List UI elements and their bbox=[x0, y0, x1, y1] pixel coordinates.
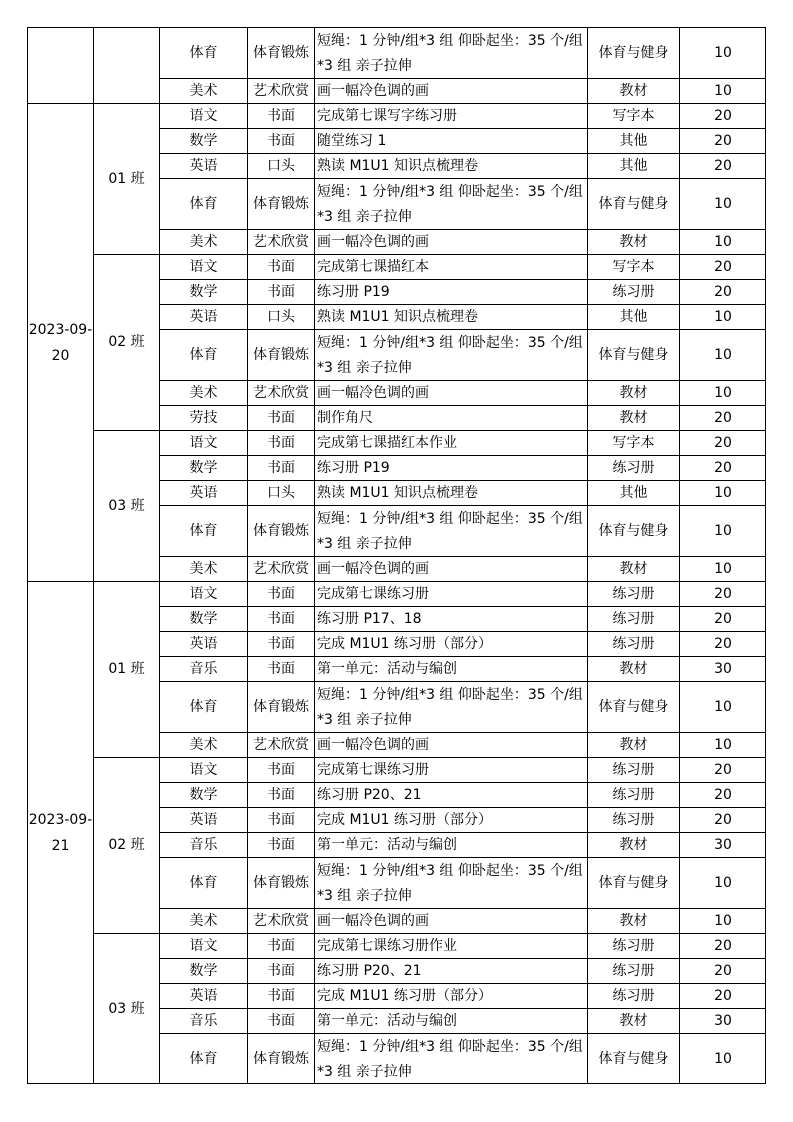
homework-type-cell: 书面 bbox=[247, 807, 314, 832]
minutes-cell: 20 bbox=[679, 958, 766, 983]
minutes-cell: 20 bbox=[679, 807, 766, 832]
class-cell: 01 班 bbox=[93, 103, 159, 254]
material-cell: 练习册 bbox=[587, 782, 679, 807]
content-cell: 画一幅冷色调的画 bbox=[314, 556, 587, 581]
material-cell: 其他 bbox=[587, 128, 679, 153]
content-cell: 练习册 P17、18 bbox=[314, 606, 587, 631]
subject-cell: 体育 bbox=[159, 27, 247, 78]
material-cell: 体育与健身 bbox=[587, 27, 679, 78]
homework-table bbox=[27, 27, 766, 1084]
minutes-cell: 20 bbox=[679, 606, 766, 631]
homework-type-cell: 书面 bbox=[247, 958, 314, 983]
subject-cell: 体育 bbox=[159, 505, 247, 556]
material-cell: 教材 bbox=[587, 380, 679, 405]
subject-cell: 数学 bbox=[159, 782, 247, 807]
material-cell: 练习册 bbox=[587, 279, 679, 304]
subject-cell: 音乐 bbox=[159, 1008, 247, 1033]
material-cell: 教材 bbox=[587, 1008, 679, 1033]
homework-type-cell: 口头 bbox=[247, 304, 314, 329]
homework-type-cell: 艺术欣赏 bbox=[247, 380, 314, 405]
material-cell: 体育与健身 bbox=[587, 329, 679, 380]
subject-cell: 体育 bbox=[159, 329, 247, 380]
subject-cell: 劳技 bbox=[159, 405, 247, 430]
subject-cell: 体育 bbox=[159, 1033, 247, 1084]
content-cell: 短绳：1 分钟/组*3 组 仰卧起坐：35 个/组*3 组 亲子拉伸 bbox=[314, 329, 587, 380]
minutes-cell: 20 bbox=[679, 933, 766, 958]
content-cell: 短绳：1 分钟/组*3 组 仰卧起坐：35 个/组*3 组 亲子拉伸 bbox=[314, 27, 587, 78]
material-cell: 教材 bbox=[587, 656, 679, 681]
subject-cell: 数学 bbox=[159, 279, 247, 304]
subject-cell: 英语 bbox=[159, 983, 247, 1008]
minutes-cell: 10 bbox=[679, 1033, 766, 1084]
material-cell: 练习册 bbox=[587, 933, 679, 958]
subject-cell: 音乐 bbox=[159, 832, 247, 857]
minutes-cell: 20 bbox=[679, 581, 766, 606]
subject-cell: 美术 bbox=[159, 78, 247, 103]
homework-type-cell: 口头 bbox=[247, 153, 314, 178]
minutes-cell: 20 bbox=[679, 103, 766, 128]
homework-type-cell: 体育锻炼 bbox=[247, 505, 314, 556]
minutes-cell: 30 bbox=[679, 1008, 766, 1033]
homework-type-cell: 书面 bbox=[247, 128, 314, 153]
content-cell: 完成第七课练习册 bbox=[314, 757, 587, 782]
material-cell: 练习册 bbox=[587, 757, 679, 782]
material-cell: 体育与健身 bbox=[587, 1033, 679, 1084]
minutes-cell: 20 bbox=[679, 782, 766, 807]
subject-cell: 数学 bbox=[159, 455, 247, 480]
homework-type-cell: 体育锻炼 bbox=[247, 178, 314, 229]
material-cell: 教材 bbox=[587, 556, 679, 581]
subject-cell: 体育 bbox=[159, 178, 247, 229]
material-cell: 其他 bbox=[587, 304, 679, 329]
subject-cell: 美术 bbox=[159, 556, 247, 581]
homework-type-cell: 书面 bbox=[247, 254, 314, 279]
homework-type-cell: 书面 bbox=[247, 656, 314, 681]
date-text-part: 21 bbox=[51, 838, 70, 854]
homework-type-cell: 书面 bbox=[247, 832, 314, 857]
date-cell bbox=[27, 27, 93, 103]
minutes-cell: 10 bbox=[679, 908, 766, 933]
content-cell: 短绳：1 分钟/组*3 组 仰卧起坐：35 个/组*3 组 亲子拉伸 bbox=[314, 681, 587, 732]
subject-cell: 数学 bbox=[159, 606, 247, 631]
material-cell: 教材 bbox=[587, 78, 679, 103]
homework-type-cell: 艺术欣赏 bbox=[247, 732, 314, 757]
minutes-cell: 30 bbox=[679, 656, 766, 681]
content-cell: 画一幅冷色调的画 bbox=[314, 78, 587, 103]
material-cell: 练习册 bbox=[587, 958, 679, 983]
homework-type-cell: 书面 bbox=[247, 279, 314, 304]
subject-cell: 语文 bbox=[159, 430, 247, 455]
minutes-cell: 20 bbox=[679, 254, 766, 279]
homework-type-cell: 体育锻炼 bbox=[247, 857, 314, 908]
homework-type-cell: 书面 bbox=[247, 983, 314, 1008]
content-cell: 短绳：1 分钟/组*3 组 仰卧起坐：35 个/组*3 组 亲子拉伸 bbox=[314, 1033, 587, 1084]
content-cell: 完成第七课练习册 bbox=[314, 581, 587, 606]
class-cell: 03 班 bbox=[93, 430, 159, 581]
minutes-cell: 20 bbox=[679, 983, 766, 1008]
homework-type-cell: 艺术欣赏 bbox=[247, 78, 314, 103]
content-cell: 练习册 P20、21 bbox=[314, 782, 587, 807]
material-cell: 体育与健身 bbox=[587, 857, 679, 908]
date-text-part: 2023-09- bbox=[28, 812, 93, 828]
subject-cell: 英语 bbox=[159, 304, 247, 329]
material-cell: 体育与健身 bbox=[587, 178, 679, 229]
subject-cell: 数学 bbox=[159, 958, 247, 983]
material-cell: 写字本 bbox=[587, 254, 679, 279]
content-cell: 第一单元：活动与编创 bbox=[314, 1008, 587, 1033]
subject-cell: 语文 bbox=[159, 103, 247, 128]
content-cell: 制作角尺 bbox=[314, 405, 587, 430]
minutes-cell: 10 bbox=[679, 229, 766, 254]
content-cell: 完成第七课写字练习册 bbox=[314, 103, 587, 128]
material-cell: 练习册 bbox=[587, 581, 679, 606]
content-cell: 画一幅冷色调的画 bbox=[314, 229, 587, 254]
minutes-cell: 10 bbox=[679, 178, 766, 229]
subject-cell: 体育 bbox=[159, 857, 247, 908]
homework-type-cell: 艺术欣赏 bbox=[247, 229, 314, 254]
subject-cell: 语文 bbox=[159, 757, 247, 782]
minutes-cell: 10 bbox=[679, 556, 766, 581]
material-cell: 体育与健身 bbox=[587, 505, 679, 556]
date-text-part: 20 bbox=[51, 347, 70, 364]
subject-cell: 语文 bbox=[159, 933, 247, 958]
class-cell: 03 班 bbox=[93, 933, 159, 1084]
homework-type-cell: 体育锻炼 bbox=[247, 681, 314, 732]
content-cell: 熟读 M1U1 知识点梳理卷 bbox=[314, 304, 587, 329]
minutes-cell: 30 bbox=[679, 832, 766, 857]
material-cell: 练习册 bbox=[587, 631, 679, 656]
minutes-cell: 20 bbox=[679, 128, 766, 153]
minutes-cell: 10 bbox=[679, 732, 766, 757]
homework-type-cell: 体育锻炼 bbox=[247, 1033, 314, 1084]
material-cell: 其他 bbox=[587, 480, 679, 505]
homework-type-cell: 艺术欣赏 bbox=[247, 908, 314, 933]
subject-cell: 美术 bbox=[159, 732, 247, 757]
content-cell: 熟读 M1U1 知识点梳理卷 bbox=[314, 153, 587, 178]
material-cell: 教材 bbox=[587, 229, 679, 254]
material-cell: 教材 bbox=[587, 832, 679, 857]
minutes-cell: 10 bbox=[679, 78, 766, 103]
material-cell: 写字本 bbox=[587, 430, 679, 455]
content-cell: 画一幅冷色调的画 bbox=[314, 732, 587, 757]
material-cell: 教材 bbox=[587, 405, 679, 430]
material-cell: 练习册 bbox=[587, 606, 679, 631]
minutes-cell: 20 bbox=[679, 430, 766, 455]
minutes-cell: 10 bbox=[679, 380, 766, 405]
content-cell: 随堂练习 1 bbox=[314, 128, 587, 153]
subject-cell: 体育 bbox=[159, 681, 247, 732]
content-cell: 第一单元：活动与编创 bbox=[314, 832, 587, 857]
homework-type-cell: 书面 bbox=[247, 581, 314, 606]
content-cell: 练习册 P20、21 bbox=[314, 958, 587, 983]
content-cell: 完成第七课练习册作业 bbox=[314, 933, 587, 958]
minutes-cell: 20 bbox=[679, 405, 766, 430]
class-cell: 01 班 bbox=[93, 581, 159, 757]
homework-type-cell: 书面 bbox=[247, 455, 314, 480]
subject-cell: 美术 bbox=[159, 380, 247, 405]
subject-cell: 美术 bbox=[159, 908, 247, 933]
subject-cell: 英语 bbox=[159, 807, 247, 832]
homework-type-cell: 书面 bbox=[247, 103, 314, 128]
homework-type-cell: 口头 bbox=[247, 480, 314, 505]
date-cell bbox=[27, 103, 93, 581]
content-cell: 完成 M1U1 练习册（部分） bbox=[314, 807, 587, 832]
minutes-cell: 10 bbox=[679, 857, 766, 908]
content-cell: 完成 M1U1 练习册（部分） bbox=[314, 631, 587, 656]
content-cell: 画一幅冷色调的画 bbox=[314, 908, 587, 933]
homework-type-cell: 体育锻炼 bbox=[247, 329, 314, 380]
class-cell: 02 班 bbox=[93, 757, 159, 933]
material-cell: 教材 bbox=[587, 732, 679, 757]
content-cell: 熟读 M1U1 知识点梳理卷 bbox=[314, 480, 587, 505]
homework-type-cell: 书面 bbox=[247, 782, 314, 807]
minutes-cell: 20 bbox=[679, 279, 766, 304]
homework-type-cell: 书面 bbox=[247, 631, 314, 656]
content-cell: 画一幅冷色调的画 bbox=[314, 380, 587, 405]
subject-cell: 英语 bbox=[159, 480, 247, 505]
subject-cell: 语文 bbox=[159, 254, 247, 279]
minutes-cell: 10 bbox=[679, 681, 766, 732]
subject-cell: 语文 bbox=[159, 581, 247, 606]
minutes-cell: 10 bbox=[679, 505, 766, 556]
minutes-cell: 20 bbox=[679, 757, 766, 782]
homework-type-cell: 书面 bbox=[247, 606, 314, 631]
minutes-cell: 10 bbox=[679, 480, 766, 505]
minutes-cell: 20 bbox=[679, 631, 766, 656]
content-cell: 练习册 P19 bbox=[314, 455, 587, 480]
material-cell: 练习册 bbox=[587, 807, 679, 832]
minutes-cell: 10 bbox=[679, 329, 766, 380]
material-cell: 练习册 bbox=[587, 455, 679, 480]
content-cell: 短绳：1 分钟/组*3 组 仰卧起坐：35 个/组*3 组 亲子拉伸 bbox=[314, 178, 587, 229]
homework-type-cell: 书面 bbox=[247, 430, 314, 455]
homework-type-cell: 艺术欣赏 bbox=[247, 556, 314, 581]
date-text-part: 2023-09- bbox=[28, 321, 93, 338]
subject-cell: 音乐 bbox=[159, 656, 247, 681]
subject-cell: 美术 bbox=[159, 229, 247, 254]
content-cell: 完成 M1U1 练习册（部分） bbox=[314, 983, 587, 1008]
material-cell: 写字本 bbox=[587, 103, 679, 128]
subject-cell: 英语 bbox=[159, 153, 247, 178]
homework-type-cell: 书面 bbox=[247, 1008, 314, 1033]
homework-type-cell: 书面 bbox=[247, 933, 314, 958]
minutes-cell: 10 bbox=[679, 27, 766, 78]
content-cell: 完成第七课描红本作业 bbox=[314, 430, 587, 455]
content-cell: 短绳：1 分钟/组*3 组 仰卧起坐：35 个/组*3 组 亲子拉伸 bbox=[314, 505, 587, 556]
date-cell bbox=[27, 581, 93, 1084]
material-cell: 教材 bbox=[587, 908, 679, 933]
minutes-cell: 20 bbox=[679, 455, 766, 480]
minutes-cell: 20 bbox=[679, 153, 766, 178]
subject-cell: 英语 bbox=[159, 631, 247, 656]
content-cell: 完成第七课描红本 bbox=[314, 254, 587, 279]
homework-type-cell: 书面 bbox=[247, 757, 314, 782]
homework-type-cell: 书面 bbox=[247, 405, 314, 430]
material-cell: 其他 bbox=[587, 153, 679, 178]
class-cell: 02 班 bbox=[93, 254, 159, 430]
material-cell: 体育与健身 bbox=[587, 681, 679, 732]
class-cell bbox=[93, 27, 159, 103]
content-cell: 短绳：1 分钟/组*3 组 仰卧起坐：35 个/组*3 组 亲子拉伸 bbox=[314, 857, 587, 908]
homework-type-cell: 体育锻炼 bbox=[247, 27, 314, 78]
content-cell: 第一单元：活动与编创 bbox=[314, 656, 587, 681]
subject-cell: 数学 bbox=[159, 128, 247, 153]
minutes-cell: 10 bbox=[679, 304, 766, 329]
content-cell: 练习册 P19 bbox=[314, 279, 587, 304]
material-cell: 练习册 bbox=[587, 983, 679, 1008]
